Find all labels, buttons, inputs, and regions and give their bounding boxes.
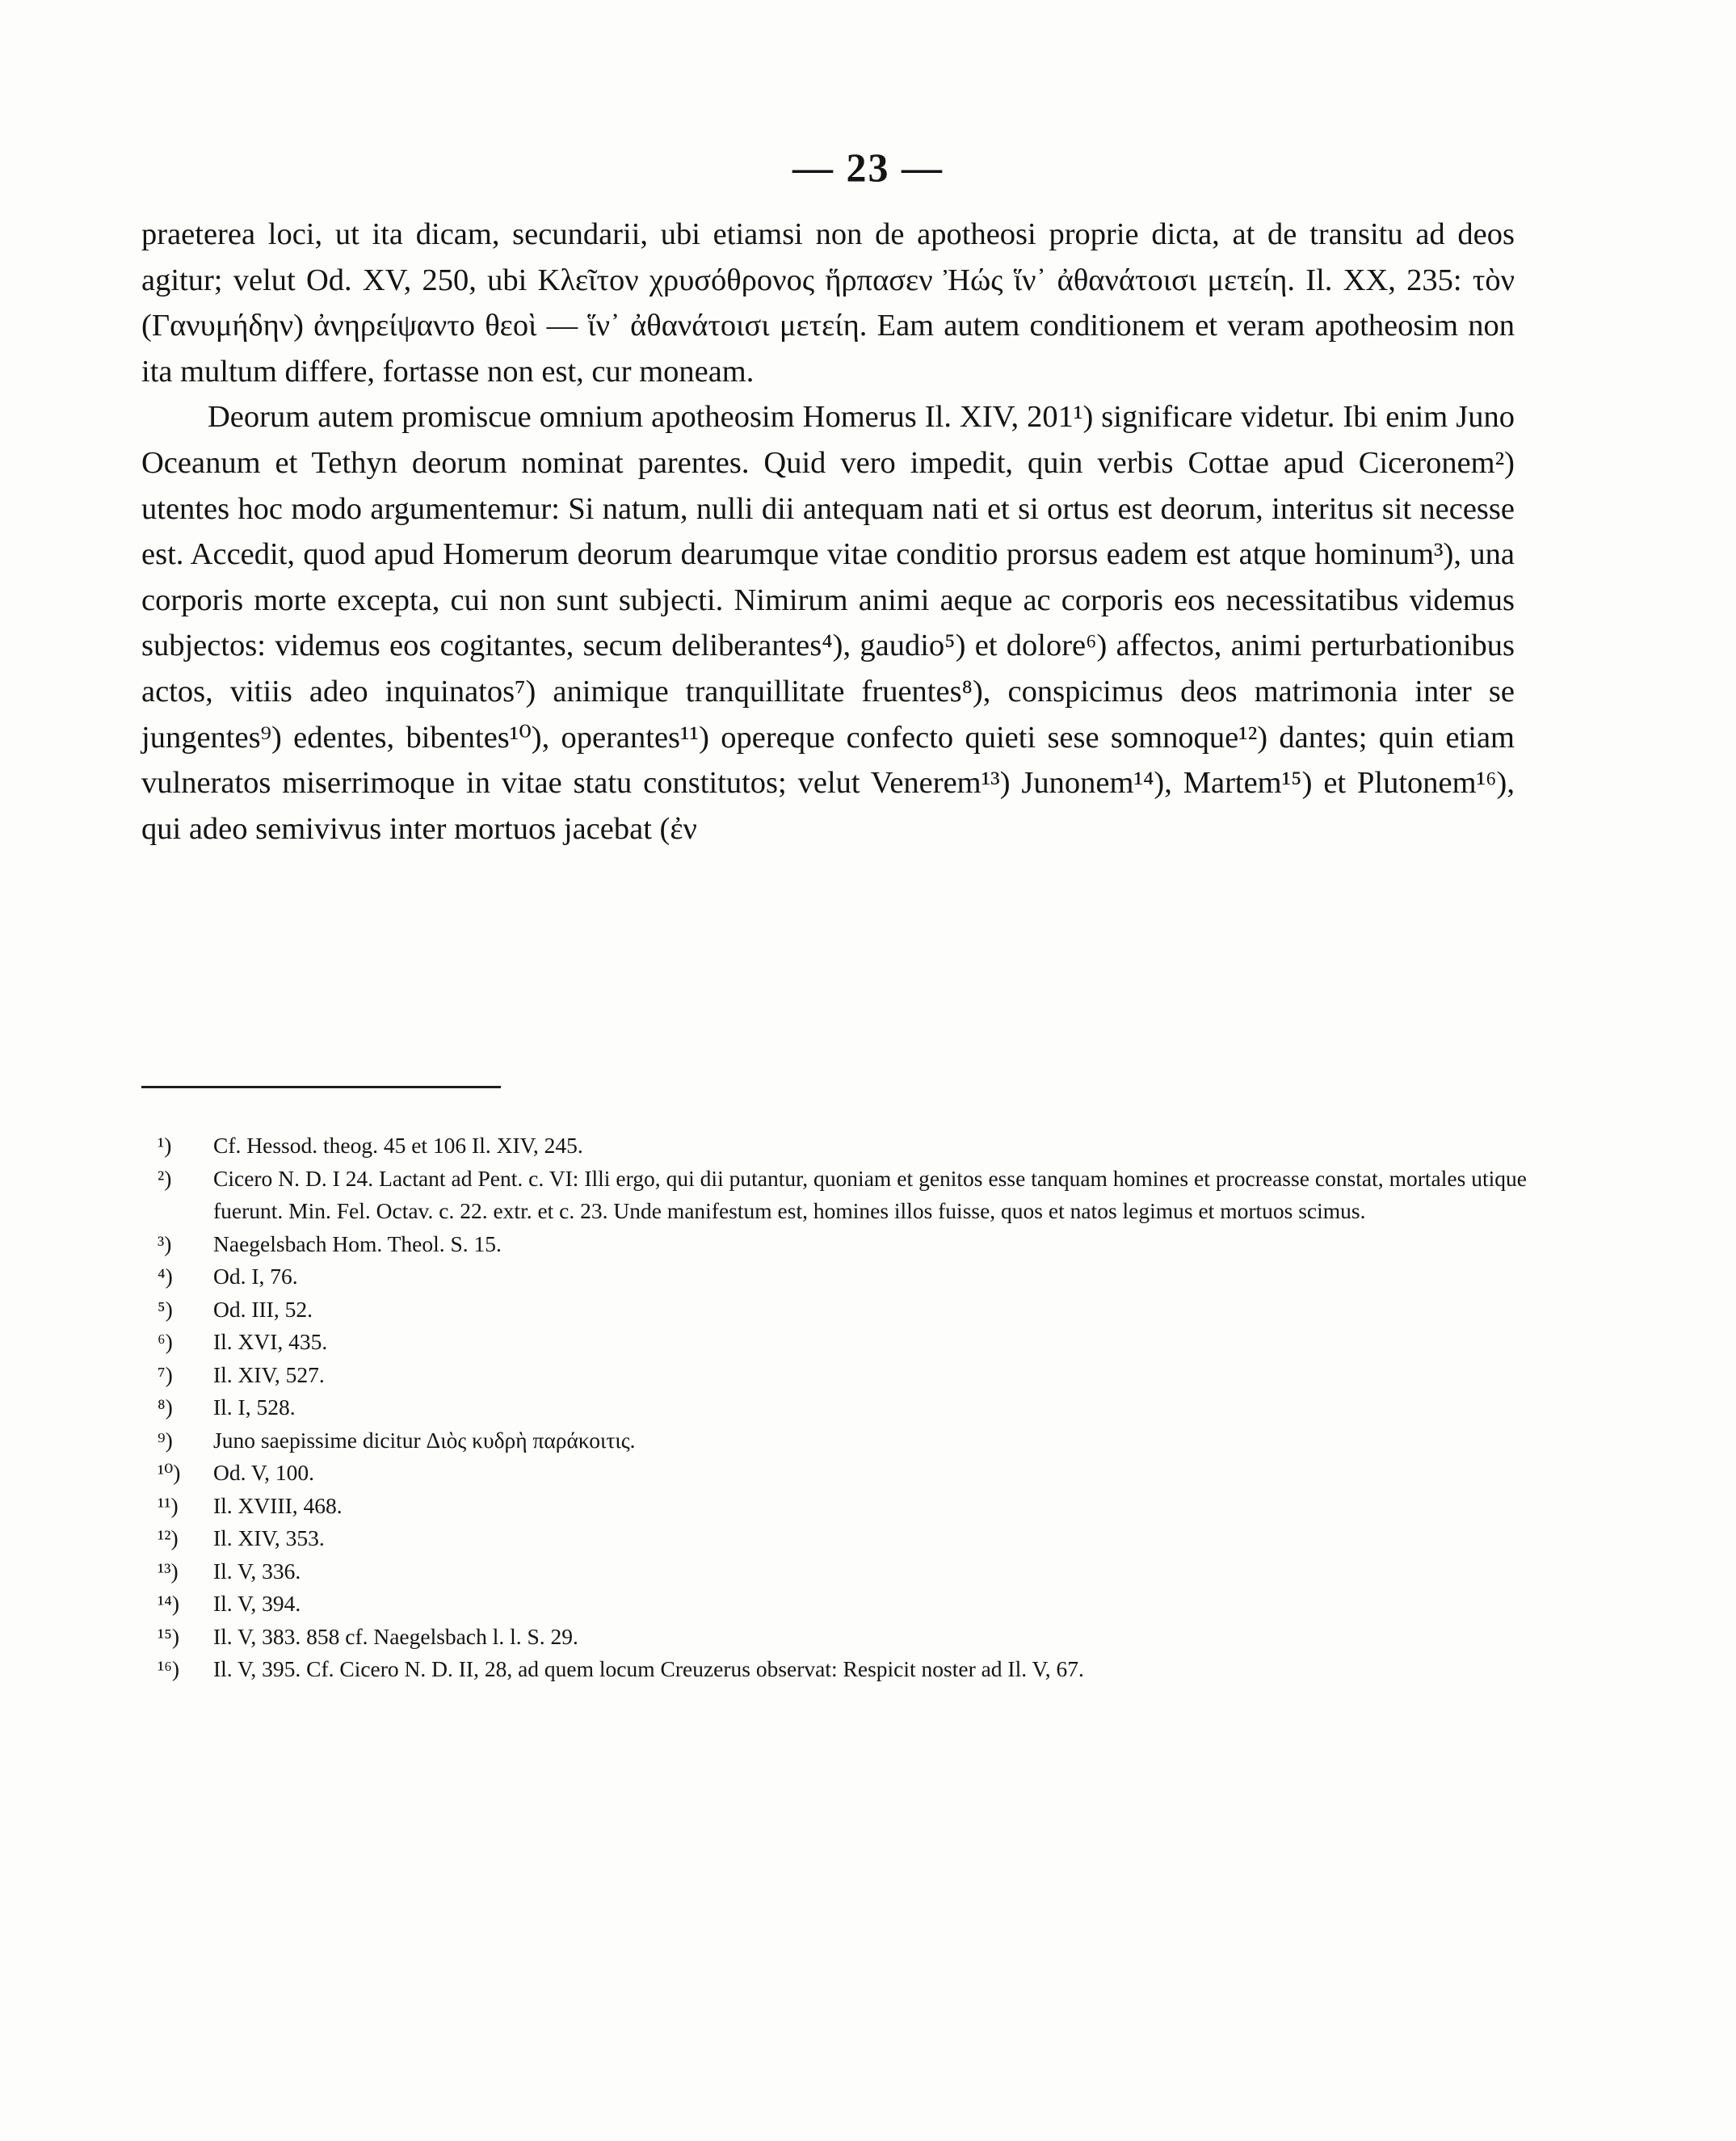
footnote-separator-rule [141,1086,501,1088]
footnote-number: ⁸) [158,1394,173,1420]
footnote-5 [158,1293,1527,1327]
footnote-6 [158,1326,1527,1359]
footnote-16 [158,1653,1527,1686]
footnote-text: Il. XVIII, 468. [213,1492,343,1518]
footnote-3 [158,1228,1527,1261]
footnote-number: ¹⁴) [158,1591,179,1616]
footnote-text: Il. V, 383. 858 cf. Naegelsbach l. l. S. 29. [213,1623,578,1649]
main-text [141,212,1515,852]
footnote-text: Il. I, 528. [213,1394,296,1420]
footnote-7 [158,1359,1527,1392]
footnote-14 [158,1588,1527,1621]
footnote-text: Od. V, 100. [213,1460,315,1485]
footnote-1 [158,1129,1527,1163]
footnote-number: ²) [158,1165,172,1191]
footnote-number: ¹⁰) [158,1460,181,1485]
footnote-number: ⁹) [158,1427,173,1453]
footnote-text: Naegelsbach Hom. Theol. S. 15. [213,1230,502,1256]
footnote-number: ⁵) [158,1296,173,1322]
footnote-text: Il. XVI, 435. [213,1329,328,1354]
footnote-number: ⁷) [158,1361,173,1387]
footnote-text: Juno saepissime dicitur Διὸς κυδρὴ παράκοιτις. [213,1427,636,1453]
footnote-13 [158,1555,1527,1588]
footnote-text: Od. I, 76. [213,1264,298,1289]
footnote-9 [158,1424,1527,1457]
footnote-number: ¹⁵) [158,1623,179,1649]
footnote-text: Il. XIV, 353. [213,1525,325,1550]
footnote-text: Il. V, 394. [213,1591,301,1616]
footnote-text: Od. III, 52. [213,1296,313,1322]
page-number: — 23 — [792,145,944,190]
footnote-15 [158,1621,1527,1654]
footnote-4 [158,1260,1527,1293]
footnote-8 [158,1391,1527,1424]
paragraph-2: Deorum autem promiscue omnium apotheosim Homerus Il. XIV, 201¹) significare videtur. Ibi enim Juno Oceanum et Tethyn deorum nominat parentes. Quid vero impedit, quin verbis Cottae apud Ciceronem²) utentes hoc modo argumentemur: Si natum, nulli dii antequam nati et si ortus est deorum, interitus sit necesse est. Accedit, quod apud Homerum deorum dearumque vitae conditio prorsus eadem est atque hominum³), una corporis morte excepta, cui non sunt subjecti. Nimirum animi aeque ac corporis eos necessitatibus videmus subjectos: videmus eos cogitantes, secum deliberantes⁴), gaudio⁵) et dolore⁶) affectos, animi perturbationibus actos, vitiis adeo inquinatos⁷) animique tranquillitate fruentes⁸), conspicimus deos matrimonia inter se jungentes⁹) edentes, bibentes¹⁰), operantes¹¹) opereque confecto quieti sese somnoque¹²) dantes; quin etiam vulneratos miserrimoque in vitae statu constitutos; velut Venerem¹³) Junonem¹⁴), Martem¹⁵) et Plutonem¹⁶), qui adeo semivivus inter mortuos jacebat (ἐν [141,400,1515,846]
footnote-text: Il. XIV, 527. [213,1361,325,1387]
footnote-text: Il. V, 336. [213,1558,301,1584]
footnotes [158,1129,1527,1686]
footnote-12 [158,1522,1527,1555]
footnote-number: ⁴) [158,1264,173,1289]
footnote-number: ³) [158,1230,172,1256]
footnote-number: ⁶) [158,1329,173,1354]
footnote-2 [158,1163,1527,1228]
footnote-number: ¹¹) [158,1492,179,1518]
footnote-11 [158,1490,1527,1523]
footnote-number: ¹⁶) [158,1656,179,1681]
footnote-number: ¹²) [158,1525,179,1550]
footnote-text: Cicero N. D. I 24. Lactant ad Pent. c. VI: Illi ergo, qui dii putantur, quoniam et genitos esse tanquam homines et procreasse constat, mortales utique fuerunt. Min. Fel. Octav. c. 22. extr. et c. 23. Unde manifestum est, homines illos fuisse, quos et natos legimus et mortuos scimus. [213,1165,1527,1223]
footnote-number: ¹) [158,1133,172,1158]
paragraph-1: praeterea loci, ut ita dicam, secundarii, ubi etiamsi non de apotheosi proprie dicta, at de transitu ad deos agitur; velut Od. XV, 250, ubi Κλεῖτον χρυσόθρονος ἥρπασεν Ἠώς ἵν᾽ ἀθανάτοισι μετείη. Il. XX, 235: τὸν (Γανυμήδην) ἀνηρείψαντο θεοὶ — ἵν᾽ ἀθανάτοισι μετείη. Eam autem conditionem et veram apotheosim non ita multum differe, fortasse non est, cur moneam. [141,217,1515,389]
footnote-10 [158,1457,1527,1490]
footnote-text: Cf. Hessod. theog. 45 et 106 Il. XIV, 245. [213,1133,583,1158]
footnote-number: ¹³) [158,1558,179,1584]
footnote-text: Il. V, 395. Cf. Cicero N. D. II, 28, ad quem locum Creuzerus observat: Respicit noster ad Il. V, 67. [213,1656,1084,1681]
